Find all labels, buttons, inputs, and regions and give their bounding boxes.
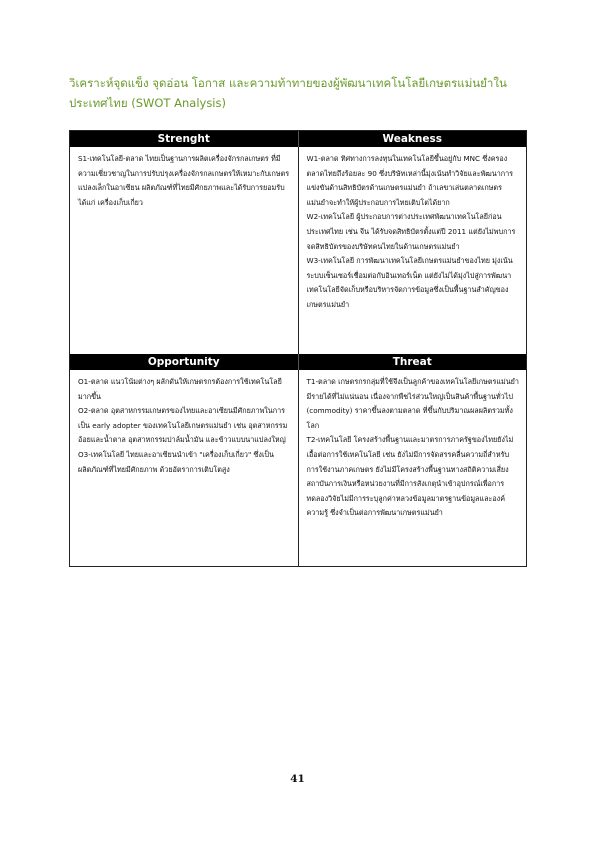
document-title	[69, 73, 539, 113]
weakness-header: Weakness	[298, 131, 527, 147]
swot-table	[69, 130, 527, 567]
threat-item: T2-เทคโนโลยี โครงสร้างพื้นฐานและมาตรการภาครัฐของไทยยังไม่เอื้อต่อการใช้เทคโนโลยี เช่น ยังไม่มีการจัดสรรคลื่นความถี่สำหรับการใช้งานภาคเกษตร ยังไม่มีโครงสร้างพื้นฐานทางสถิติความเสี่ยง สถาบันการเงินหรือหน่วยงานที่มีการสังเกตุนำเข้าอุปกรณ์เพื่อการทดลองวิจัยไม่มีการระบุลูกค่าหลวงข้อมูลมาตรฐานข้อมูลและองค์ความรู้ ซึ่งจำเป็นต่อการพัฒนาเกษตรแม่นยำ	[306, 435, 514, 518]
weakness-cell	[298, 147, 527, 354]
threat-cell	[298, 370, 527, 566]
title-line-1: วิเคราะห์จุดแข็ง จุดอ่อน โอกาส และความท้าทายของผู้พัฒนาเทคโนโลยีเกษตรแม่นยำใน	[69, 76, 507, 90]
opportunity-item: O3-เทคโนโลยี ไทยและอาเซียนนำเข้า "เครื่องเก็บเกี่ยว" ซึ่งเป็นผลิตภัณฑ์ที่ไทยมีศักยภาพ ด้วยอัตราการเติบโตสูง	[78, 449, 274, 474]
opportunity-item: O2-ตลาด อุตสาหกรรมเกษตรของไทยและอาเซียนมีศักยภาพในการเป็น early adopter ของเทคโนโลยีเกษตรแม่นยำ เช่น อุตสาหกรรมอ้อยและน้ำตาล อุตสาหกรรมปาล์มน้ำมัน และข้าวแบบนาแปลงใหญ่	[78, 406, 288, 445]
swot-header-row-top	[70, 131, 526, 147]
opportunity-header: Opportunity	[147, 356, 220, 368]
swot-header-row-bottom	[70, 354, 526, 370]
weakness-item: W1-ตลาด ทิศทางการลงทุนในเทคโนโลยีขึ้นอยู่กับ MNC ซึ่งครองตลาดไทยถึงร้อยละ 90 ซึ่งบริษัทเหล่านี้มุ่งเน้นทำวิจัยและพัฒนาการแข่งขันด้านสิทธิบัตรด้านเกษตรแม่นยำ ถ้าเลขาเล่นตลาดเกษตรแม่นยำจะทำให้ผู้ประกอบการไทยเติบโตได้ยาก	[306, 154, 513, 207]
title-line-2: ประเทศไทย (SWOT Analysis)	[69, 96, 226, 110]
strength-header: Strenght	[157, 133, 210, 145]
weakness-item: W3-เทคโนโลยี การพัฒนาเทคโนโลยีเกษตรแม่นยำของไทย มุ่งเน้นระบบเซ็นเซอร์เชื่อมต่อกับอินเทอร์เน็ต แต่ยังไม่ได้มุ่งไปสู่การพัฒนาเทคโนโลยีจัดเก็บหรือบริหารจัดการข้อมูลซึ่งเป็นพื้นฐานสำคัญของเกษตรแม่นยำ	[306, 256, 513, 309]
opportunity-cell	[70, 370, 298, 566]
threat-header: Threat	[298, 354, 527, 370]
threat-item: T1-ตลาด เกษตรกรกลุ่มที่ใช้จึงเป็นลูกค้าของเทคโนโลยีเกษตรแม่นยำมีรายได้ที่ไม่แน่นอน เนื่องจากพืชไร่ส่วนใหญ่เป็นสินค้าพื้นฐานทั่วไป (commodity) ราคาขึ้นลงตามตลาด ที่ขึ้นกับปริมาณผลผลิตรวมทั้งโลก	[306, 377, 519, 430]
swot-row-bottom	[70, 370, 526, 566]
strength-item: S1-เทคโนโลยี-ตลาด ไทยเป็นฐานการผลิตเครื่องจักรกลเกษตร ที่มีความเชี่ยวชาญในการปรับปรุงเครื่องจักรกลเกษตรให้เหมาะกับเกษตรแปลงเล็กในอาเซียน ผลิตภัณฑ์ที่ไทยมีศักยภาพและได้รับการยอมรับ ได้แก่ เครื่องเก็บเกี่ยว	[78, 154, 290, 207]
page-number: 41	[290, 773, 305, 785]
swot-row-top	[70, 147, 526, 354]
weakness-item: W2-เทคโนโลยี ผู้ประกอบการต่างประเทศพัฒนาเทคโนโลยีก่อนประเทศไทย เช่น จีน ได้รับจดสิทธิบัตรตั้งแต่ปี 2011 แต่ยังไม่พบการจดสิทธิบัตรของบริษัทคนไทยในด้านเกษตรแม่นยำ	[306, 212, 516, 251]
opportunity-item: O1-ตลาด แนวโน้มต่างๆ ผลักดันให้เกษตรกรต้องการใช้เทคโนโลยีมากขึ้น	[78, 377, 282, 401]
strength-cell	[70, 147, 298, 354]
